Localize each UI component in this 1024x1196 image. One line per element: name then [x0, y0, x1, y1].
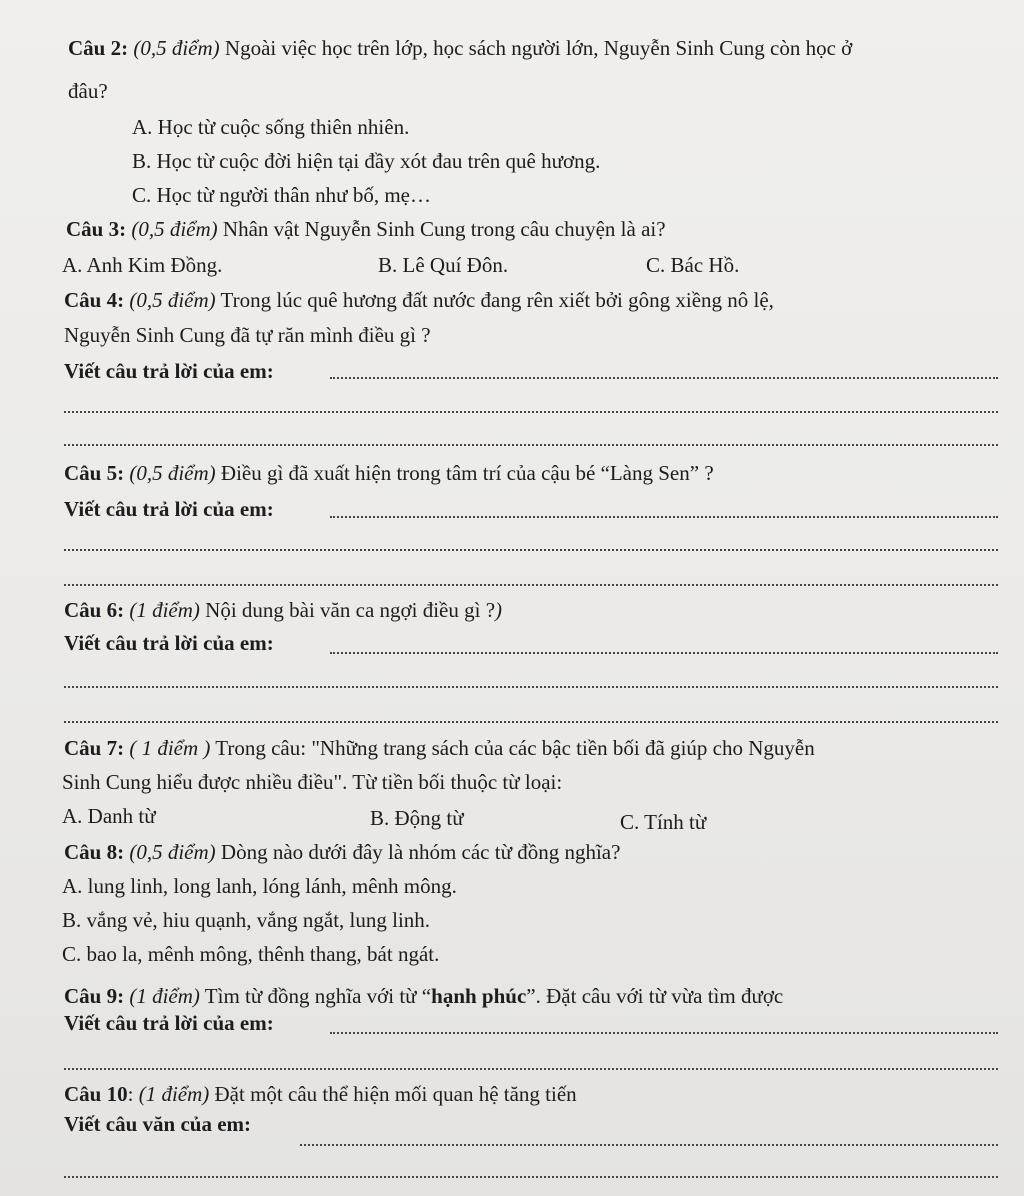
- question-label: Câu 5:: [64, 461, 125, 485]
- question-10: [64, 1084, 577, 1105]
- q3-option-c: C. Bác Hồ.: [646, 253, 740, 277]
- q7-option-c: C. Tính từ: [620, 810, 707, 834]
- question-2: [68, 38, 852, 59]
- q9-answer-prompt: Viết câu trả lời của em:: [64, 1011, 274, 1035]
- question-text: Nội dung bài văn ca ngợi điều gì ?: [205, 598, 496, 622]
- question-text: Đặt một câu thể hiện mối quan hệ tăng tiến: [214, 1082, 577, 1106]
- question-label: Câu 4:: [64, 288, 125, 312]
- question-text: Dòng nào dưới đây là nhóm các từ đồng nghĩa?: [220, 840, 621, 864]
- question-text: ”. Đặt câu với từ vừa tìm được: [526, 984, 784, 1008]
- question-text: Điều gì đã xuất hiện trong tâm trí của cậu bé “Làng Sen” ?: [220, 461, 714, 485]
- question-7: [64, 738, 815, 759]
- q7-option-a: A. Danh từ: [62, 804, 156, 828]
- question-score: (1 điểm): [129, 598, 200, 622]
- q4-answer-prompt: Viết câu trả lời của em:: [64, 359, 274, 383]
- q5-answer-line[interactable]: [330, 516, 998, 518]
- question-score: (0,5 điểm): [129, 288, 216, 312]
- question-4: [64, 290, 774, 311]
- q3-option-b: B. Lê Quí Đôn.: [378, 253, 509, 277]
- question-text: Nhân vật Nguyễn Sinh Cung trong câu chuyện là ai?: [222, 217, 666, 241]
- q3-option-a: A. Anh Kim Đồng.: [62, 253, 223, 277]
- question-label: Câu 6:: [64, 598, 125, 622]
- question-8: [64, 842, 620, 863]
- question-text: Trong câu: "Những trang sách của các bậc tiền bối đã giúp cho Nguyễn: [215, 736, 815, 760]
- question-5: [64, 463, 714, 484]
- question-3: [66, 219, 666, 240]
- question-label: Câu 2:: [68, 36, 129, 60]
- question-4-cont: Nguyễn Sinh Cung đã tự răn mình điều gì ?: [64, 323, 431, 347]
- question-score: ( 1 điểm ): [129, 736, 211, 760]
- q7-option-b: B. Động từ: [370, 806, 464, 830]
- question-label: Câu 8:: [64, 840, 125, 864]
- question-6: [64, 600, 502, 621]
- question-score: (1 điểm): [129, 984, 200, 1008]
- question-keyword: hạnh phúc: [431, 984, 527, 1008]
- question-score: (0,5 điểm): [129, 461, 216, 485]
- question-text: Ngoài việc học trên lớp, học sách người lớn, Nguyễn Sinh Cung còn học ở: [224, 36, 853, 60]
- q9-answer-line[interactable]: [330, 1032, 998, 1034]
- q5-answer-prompt: Viết câu trả lời của em:: [64, 497, 274, 521]
- q5-answer-line[interactable]: [64, 584, 998, 586]
- q2-option-a: A. Học từ cuộc sống thiên nhiên.: [132, 115, 410, 139]
- q5-answer-line[interactable]: [64, 549, 998, 551]
- q4-answer-line[interactable]: [64, 411, 998, 413]
- q8-option-a: A. lung linh, long lanh, lóng lánh, mênh mông.: [62, 874, 457, 898]
- q4-answer-line[interactable]: [330, 377, 998, 379]
- q6-answer-prompt: Viết câu trả lời của em:: [64, 631, 274, 655]
- q2-option-c: C. Học từ người thân như bố, mẹ…: [132, 183, 431, 207]
- question-score: (1 điểm): [138, 1082, 210, 1106]
- question-label: Câu 10: [64, 1082, 128, 1106]
- question-9: [64, 986, 783, 1007]
- q2-option-b: B. Học từ cuộc đời hiện tại đầy xót đau trên quê hương.: [132, 149, 601, 173]
- q4-answer-line[interactable]: [64, 444, 998, 446]
- question-text: Tìm từ đồng nghĩa với từ “: [204, 984, 432, 1008]
- q10-answer-line[interactable]: [64, 1176, 998, 1178]
- question-label: Câu 9:: [64, 984, 125, 1008]
- q10-answer-prompt: Viết câu văn của em:: [64, 1112, 252, 1136]
- question-stray-paren: ): [495, 598, 503, 622]
- q8-option-c: C. bao la, mênh mông, thênh thang, bát ngát.: [62, 942, 440, 966]
- q8-option-b: B. vắng vẻ, hiu quạnh, vắng ngắt, lung linh.: [62, 908, 431, 932]
- question-label: Câu 7:: [64, 736, 125, 760]
- question-score: (0,5 điểm): [129, 840, 216, 864]
- q10-answer-line[interactable]: [300, 1144, 998, 1146]
- question-text: Trong lúc quê hương đất nước đang rên xiết bởi gông xiềng nô lệ,: [220, 288, 774, 312]
- question-7-cont: Sinh Cung hiểu được nhiều điều". Từ tiền bối thuộc từ loại:: [62, 770, 563, 794]
- question-score: (0,5 điểm): [133, 36, 220, 60]
- question-score: (0,5 điểm): [131, 217, 218, 241]
- q6-answer-line[interactable]: [64, 721, 998, 723]
- q9-answer-line[interactable]: [64, 1068, 998, 1070]
- question-label: Câu 3:: [66, 217, 127, 241]
- q6-answer-line[interactable]: [330, 652, 998, 654]
- q6-answer-line[interactable]: [64, 686, 998, 688]
- question-2-cont: đâu?: [68, 79, 108, 103]
- question-colon: :: [127, 1082, 134, 1106]
